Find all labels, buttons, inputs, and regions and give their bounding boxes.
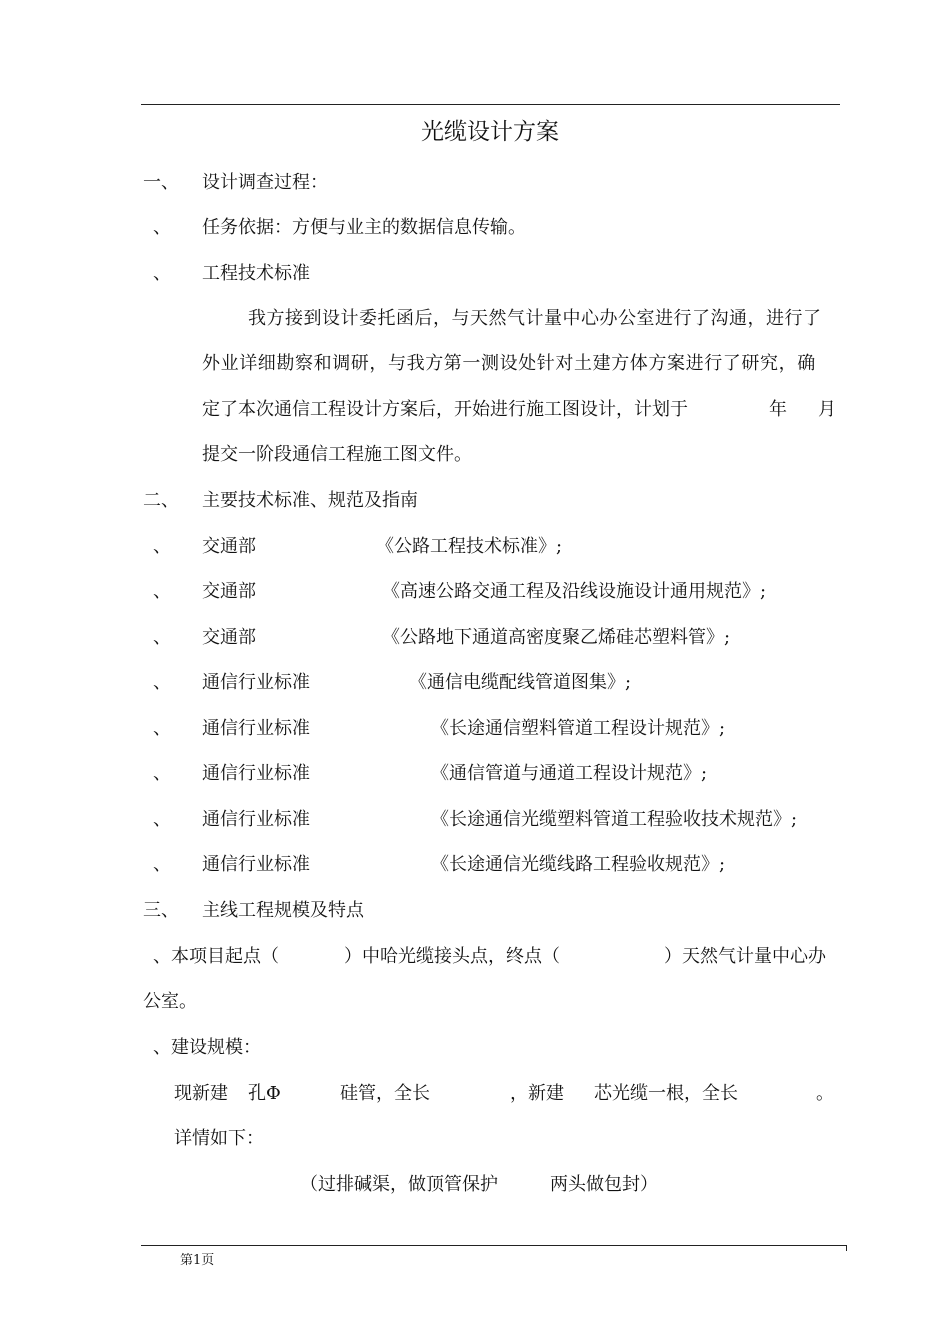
task-basis-text: 任务依据：方便与业主的数据信息传输。 bbox=[202, 217, 526, 238]
list-mark: 、 bbox=[153, 627, 171, 648]
section3-heading: 主线工程规模及特点 bbox=[202, 900, 364, 921]
scale-text: 。 bbox=[816, 1083, 834, 1104]
list-mark: 、 bbox=[153, 217, 171, 238]
standard-org: 通信行业标准 bbox=[202, 763, 310, 784]
paragraph-line: 外业详细勘察和调研，与我方第一测设处针对土建方体方案进行了研究，确 bbox=[202, 353, 816, 374]
standard-doc: 《通信管道与通道工程设计规范》; bbox=[431, 763, 708, 784]
footer-rule-tick bbox=[846, 1245, 847, 1251]
details-note: 两头做包封） bbox=[550, 1174, 658, 1195]
end-point-text: ）天然气计量中心办 bbox=[664, 946, 826, 967]
standard-org: 通信行业标准 bbox=[202, 854, 310, 875]
standard-doc: 《通信电缆配线管道图集》; bbox=[409, 672, 632, 693]
list-mark: 、 bbox=[153, 763, 171, 784]
standard-doc: 《长途通信塑料管道工程设计规范》; bbox=[431, 718, 726, 739]
standard-doc: 《长途通信光缆线路工程验收规范》; bbox=[431, 854, 726, 875]
paragraph-line: 我方接到设计委托函后，与天然气计量中心办公室进行了沟通，进行了 bbox=[248, 308, 822, 329]
list-mark: 、 bbox=[153, 854, 171, 875]
standard-org: 交通部 bbox=[202, 536, 256, 557]
end-point-text: 公室。 bbox=[143, 991, 197, 1012]
details-note: （过排碱渠，做顶管保护 bbox=[300, 1174, 498, 1195]
scale-text: ，新建 bbox=[510, 1083, 564, 1104]
page-number: 第1页 bbox=[180, 1253, 215, 1268]
scale-text: 现新建 bbox=[174, 1083, 228, 1104]
start-point-text: ）中哈光缆接头点，终点（ bbox=[344, 946, 560, 967]
scale-text: 孔Φ bbox=[248, 1083, 281, 1104]
paragraph-month: 月 bbox=[818, 399, 836, 420]
list-mark: 、 bbox=[153, 263, 171, 284]
scale-text: 芯光缆一根，全长 bbox=[594, 1083, 738, 1104]
start-point-text: 、本项目起点（ bbox=[153, 946, 279, 967]
section1-number: 一、 bbox=[143, 172, 179, 193]
list-mark: 、 bbox=[153, 809, 171, 830]
standard-doc: 《高速公路交通工程及沿线设施设计通用规范》; bbox=[382, 581, 767, 602]
standard-org: 交通部 bbox=[202, 581, 256, 602]
document-title: 光缆设计方案 bbox=[421, 119, 559, 145]
standard-org: 通信行业标准 bbox=[202, 809, 310, 830]
list-mark: 、 bbox=[153, 581, 171, 602]
paragraph-year: 年 bbox=[769, 399, 787, 420]
list-mark: 、 bbox=[153, 536, 171, 557]
list-mark: 、 bbox=[153, 718, 171, 739]
header-rule bbox=[141, 104, 840, 105]
standard-org: 交通部 bbox=[202, 627, 256, 648]
paragraph-line: 定了本次通信工程设计方案后，开始进行施工图设计，计划于 bbox=[202, 399, 688, 420]
section3-number: 三、 bbox=[143, 900, 179, 921]
paragraph-line: 提交一阶段通信工程施工图文件。 bbox=[202, 444, 472, 465]
details-label: 详情如下： bbox=[174, 1128, 264, 1149]
standard-org: 通信行业标准 bbox=[202, 718, 310, 739]
standard-org: 通信行业标准 bbox=[202, 672, 310, 693]
section2-number: 二、 bbox=[143, 490, 179, 511]
section2-heading: 主要技术标准、规范及指南 bbox=[202, 490, 418, 511]
footer-rule bbox=[141, 1245, 847, 1246]
standard-doc: 《公路工程技术标准》; bbox=[376, 536, 563, 557]
scale-text: 硅管，全长 bbox=[340, 1083, 430, 1104]
standard-doc: 《公路地下通道高密度聚乙烯硅芯塑料管》; bbox=[382, 627, 731, 648]
construction-scale-label: 、建设规模： bbox=[153, 1037, 261, 1058]
standard-doc: 《长途通信光缆塑料管道工程验收技术规范》; bbox=[431, 809, 798, 830]
list-mark: 、 bbox=[153, 672, 171, 693]
tech-standard-text: 工程技术标准 bbox=[202, 263, 310, 284]
section1-heading: 设计调查过程： bbox=[202, 172, 328, 193]
